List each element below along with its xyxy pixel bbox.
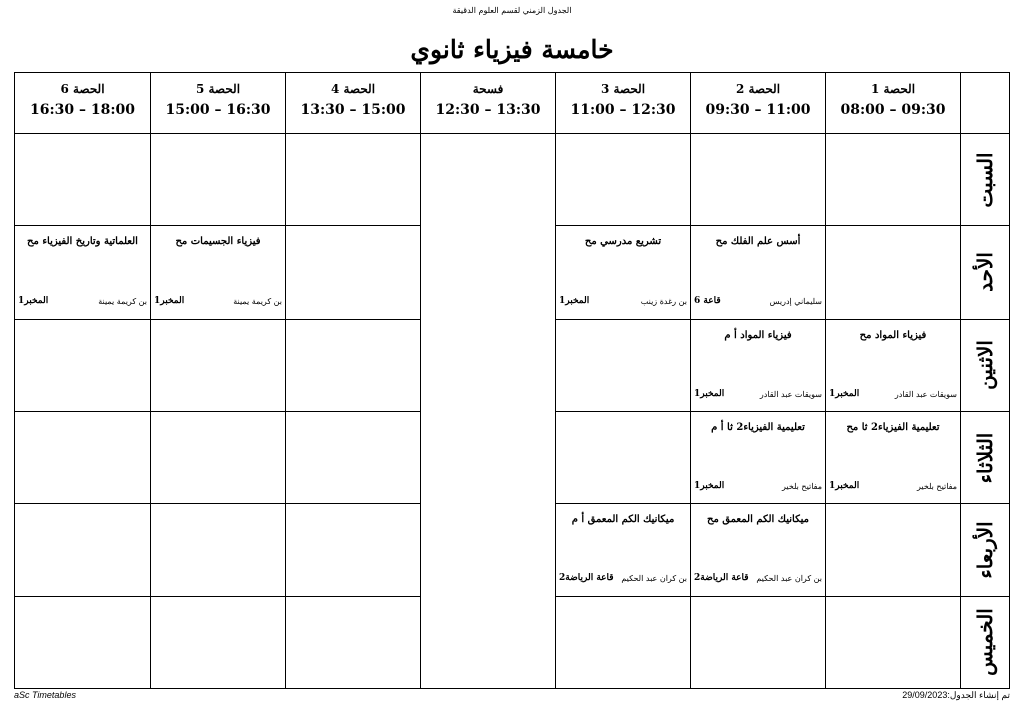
lesson-subject: ميكانيك الكم المعمق مح <box>707 514 809 526</box>
day-name: الثلاثاء <box>973 432 997 483</box>
lesson-teacher: مفاتيح بلخير <box>917 481 957 491</box>
lesson-teacher: سويقات عبد القادر <box>759 389 822 399</box>
day-cell <box>961 226 1010 319</box>
day-cell <box>961 504 1010 596</box>
period-time: 09:30 – 11:00 <box>705 102 811 118</box>
lesson-cell <box>15 504 151 596</box>
lesson-cell <box>556 226 691 319</box>
lesson-cell <box>556 319 691 411</box>
period-time: 12:30 – 13:30 <box>435 102 541 118</box>
timetable <box>14 72 1010 689</box>
lesson-card <box>556 226 690 318</box>
lesson-subject: فيزياء الجسيمات مح <box>175 236 261 248</box>
day-name: السبت <box>973 152 997 208</box>
lesson-subject: فيزياء المواد أ م <box>724 329 792 341</box>
lesson-cell <box>826 504 961 596</box>
lesson-cell <box>286 319 421 411</box>
period-name: الحصة 2 <box>735 82 781 96</box>
period-header-4 <box>286 73 421 134</box>
lesson-subject: تعليمية الفيزياء2 ثا مح <box>846 421 940 433</box>
lesson-subject: فيزياء المواد مح <box>859 329 927 341</box>
period-header-2 <box>691 73 826 134</box>
lesson-cell <box>15 226 151 319</box>
lesson-card <box>691 320 825 411</box>
lesson-cell <box>286 504 421 596</box>
lesson-teacher: بن رغدة زينب <box>640 297 687 307</box>
period-name: الحصة 4 <box>330 82 376 96</box>
lesson-room: قاعة 6 <box>694 296 721 307</box>
lesson-cell <box>826 319 961 411</box>
lesson-teacher: بن كران عبد الحكيم <box>756 574 822 584</box>
period-name: الحصة 3 <box>600 82 646 96</box>
lesson-room: المخبر1 <box>694 480 725 491</box>
lesson-room: المخبر1 <box>559 296 590 307</box>
period-header-row <box>15 73 1010 134</box>
lesson-room: المخبر1 <box>154 296 185 307</box>
lesson-cell <box>826 134 961 226</box>
lesson-subject: ميكانيك الكم المعمق أ م <box>571 514 675 526</box>
day-cell <box>961 411 1010 503</box>
lesson-room: المخبر1 <box>18 296 49 307</box>
page-title: خامسة فيزياء ثانوي <box>410 35 614 64</box>
lesson-cell <box>826 411 961 503</box>
period-time: 15:00 – 16:30 <box>165 102 271 118</box>
lesson-room: المخبر1 <box>829 388 860 399</box>
period-header-3 <box>556 73 691 134</box>
lesson-cell <box>151 319 286 411</box>
lesson-cell <box>151 134 286 226</box>
lesson-room: قاعة الرياضة2 <box>559 573 614 584</box>
lesson-subject: أسس علم الفلك مح <box>715 236 801 248</box>
lesson-cell <box>15 134 151 226</box>
lesson-cell <box>691 226 826 319</box>
corner-cell <box>961 73 1010 134</box>
day-name: الأحد <box>973 252 997 293</box>
lesson-cell <box>691 319 826 411</box>
period-time: 08:00 – 09:30 <box>840 102 946 118</box>
lesson-cell <box>556 411 691 503</box>
lesson-card <box>15 226 150 318</box>
lesson-teacher: بن كريمة يمينة <box>233 297 282 307</box>
period-name: فسحة <box>472 82 504 96</box>
lesson-card <box>691 226 825 318</box>
lesson-room: المخبر1 <box>829 480 860 491</box>
lesson-cell <box>556 134 691 226</box>
lesson-cell <box>286 596 421 688</box>
lesson-card <box>826 412 960 503</box>
generator-credit: aSc Timetables <box>14 690 76 700</box>
lesson-cell <box>556 596 691 688</box>
lesson-cell <box>826 226 961 319</box>
lesson-cell <box>15 596 151 688</box>
creation-date: تم إنشاء الجدول:29/09/2023 <box>902 690 1010 700</box>
lesson-cell <box>691 504 826 596</box>
lesson-card <box>691 504 825 595</box>
lesson-cell <box>826 596 961 688</box>
lesson-card <box>151 226 285 318</box>
lesson-cell <box>151 596 286 688</box>
period-name: الحصة 6 <box>60 82 105 96</box>
period-header-5 <box>151 73 286 134</box>
day-row <box>15 134 1010 226</box>
lesson-subject: تعليمية الفيزياء2 ثا أ م <box>711 421 805 433</box>
period-header-6 <box>15 73 151 134</box>
break-column <box>421 134 556 689</box>
lesson-subject: العلماتية وتاريخ الفيزياء مح <box>27 236 138 248</box>
lesson-cell <box>151 411 286 503</box>
lesson-cell <box>556 504 691 596</box>
department-heading: الجدول الزمني لقسم العلوم الدقيقة <box>452 6 572 15</box>
lesson-cell <box>286 411 421 503</box>
period-name: الحصة 1 <box>870 82 916 96</box>
lesson-cell <box>691 134 826 226</box>
lesson-room: قاعة الرياضة2 <box>694 573 749 584</box>
lesson-room: المخبر1 <box>694 388 725 399</box>
lesson-cell <box>15 319 151 411</box>
day-name: الاثنين <box>973 340 997 391</box>
day-cell <box>961 596 1010 688</box>
lesson-cell <box>691 411 826 503</box>
lesson-teacher: مفاتيح بلخير <box>782 481 822 491</box>
day-name: الخميس <box>973 608 997 677</box>
period-name: الحصة 5 <box>195 82 241 96</box>
lesson-teacher: بن كريمة يمينة <box>98 297 147 307</box>
period-header-break <box>421 73 556 134</box>
lesson-teacher: سويقات عبد القادر <box>894 389 957 399</box>
day-name: الأربعاء <box>973 521 997 579</box>
day-cell <box>961 319 1010 411</box>
lesson-card <box>691 412 825 503</box>
lesson-cell <box>286 134 421 226</box>
lesson-card <box>826 320 960 411</box>
lesson-teacher: سليماني إدريس <box>769 297 822 307</box>
lesson-card <box>556 504 690 595</box>
lesson-cell <box>151 504 286 596</box>
period-time: 16:30 – 18:00 <box>29 102 135 118</box>
period-time: 13:30 – 15:00 <box>300 102 406 118</box>
lesson-cell <box>691 596 826 688</box>
day-cell <box>961 134 1010 226</box>
lesson-teacher: بن كران عبد الحكيم <box>621 574 687 584</box>
period-header-1 <box>826 73 961 134</box>
lesson-cell <box>286 226 421 319</box>
lesson-cell <box>151 226 286 319</box>
lesson-cell <box>15 411 151 503</box>
period-time: 11:00 – 12:30 <box>570 102 676 118</box>
lesson-subject: تشريع مدرسي مح <box>584 236 662 248</box>
